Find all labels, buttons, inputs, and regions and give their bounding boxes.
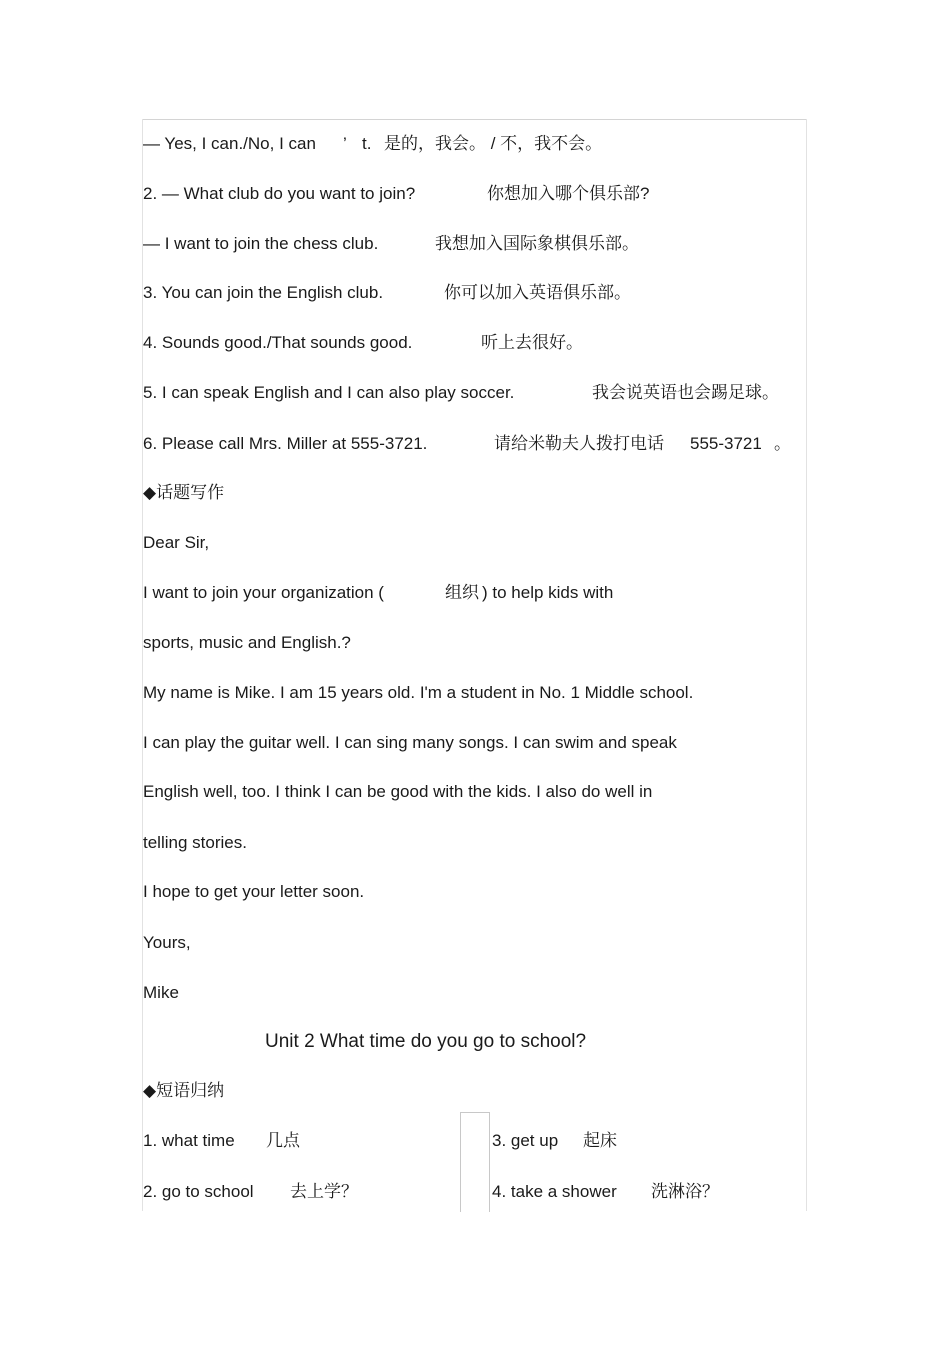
apostrophe: ’ xyxy=(343,134,347,153)
sentence-english: 6. Please call Mrs. Miller at 555-3721. xyxy=(143,434,428,453)
sentence-english: 3. You can join the English club. xyxy=(143,283,384,302)
phrase-table-divider xyxy=(460,1112,490,1212)
section-heading-writing: ◆话题写作 xyxy=(143,483,225,502)
sentence-chinese: 我会说英语也会踢足球。 xyxy=(592,383,779,402)
phrase-chinese: 起床 xyxy=(583,1131,617,1150)
letter-line-5: English well, too. I think I can be good with the kids. I also do well in xyxy=(143,782,653,801)
sentence-english: — Yes, I can./No, I can xyxy=(143,134,316,153)
phrase-english: 1. what time xyxy=(143,1131,235,1150)
sentence-english: 5. I can speak English and I can also play soccer. xyxy=(143,383,515,402)
sentence-chinese: 我想加入国际象棋俱乐部。 xyxy=(435,234,639,253)
sentence-chinese: 请给米勒夫人拨打电话 xyxy=(494,434,664,453)
letter-line-7: I hope to get your letter soon. xyxy=(143,882,365,901)
phrase-chinese: 洗淋浴？ xyxy=(651,1182,719,1201)
letter-salutation: Dear Sir, xyxy=(143,533,210,552)
letter-gloss: 组织 xyxy=(445,583,479,602)
section-heading-phrases: ◆短语归纳 xyxy=(143,1081,225,1100)
phrase-chinese: 几点 xyxy=(266,1131,300,1150)
sentence-chinese: 听上去很好。 xyxy=(481,333,583,352)
letter-closing: Yours, xyxy=(143,933,191,952)
sentence-chinese: 你想加入哪个俱乐部? xyxy=(487,184,650,203)
unit-title: Unit 2 What time do you go to school? xyxy=(265,1031,587,1052)
sentence-english-tail: t. xyxy=(362,134,372,153)
letter-line-4: I can play the guitar well. I can sing many songs. I can swim and speak xyxy=(143,733,677,752)
letter-text: I want to join your organization ( xyxy=(143,583,384,602)
phone-number: 555-3721 xyxy=(690,434,762,453)
phrase-chinese: 去上学？ xyxy=(290,1182,358,1201)
letter-text: ) to help kids with xyxy=(482,583,614,602)
sentence-english: — I want to join the chess club. xyxy=(143,234,379,253)
letter-line-6: telling stories. xyxy=(143,833,247,852)
page-frame-right xyxy=(806,119,807,1211)
letter-signature: Mike xyxy=(143,983,179,1002)
sentence-english: 4. Sounds good./That sounds good. xyxy=(143,333,413,352)
letter-line-2: sports, music and English.? xyxy=(143,633,351,652)
phrase-english: 4. take a shower xyxy=(492,1182,617,1201)
page-frame-top xyxy=(142,119,807,120)
phrase-english: 3. get up xyxy=(492,1131,559,1150)
sentence-chinese: 是的，我会。 / 不，我不会。 xyxy=(384,134,603,153)
sentence-end-mark: 。 xyxy=(774,434,791,453)
phrase-english: 2. go to school xyxy=(143,1182,254,1201)
letter-line-3: My name is Mike. I am 15 years old. I'm a student in No. 1 Middle school. xyxy=(143,683,694,702)
sentence-chinese: 你可以加入英语俱乐部。 xyxy=(444,283,631,302)
sentence-english: 2. — What club do you want to join? xyxy=(143,184,416,203)
